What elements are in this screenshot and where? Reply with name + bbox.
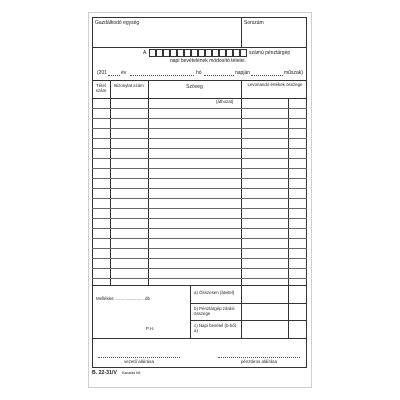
row-line-15 [92, 248, 307, 249]
date-month-field[interactable] [130, 75, 194, 76]
date-shift-field[interactable] [251, 75, 283, 76]
title-suffix: számú pénztárgép [249, 50, 291, 56]
digit-box-9[interactable] [205, 49, 212, 57]
digit-box-11[interactable] [219, 49, 226, 57]
form-maker: Kanalas Kft. [122, 371, 142, 375]
digit-box-4[interactable] [170, 49, 177, 57]
digit-box-8[interactable] [198, 49, 205, 57]
cashier-signature-label: pénztáros aláírása [240, 359, 278, 364]
date-year-label: év [121, 70, 127, 76]
summary-total-label: a) Összesen (átvitel) [194, 290, 235, 295]
column-divider-2 [148, 80, 149, 285]
digit-box-2[interactable] [156, 49, 163, 57]
header-bottom-line [92, 47, 307, 48]
row-line-18 [92, 278, 307, 279]
row-line-8 [92, 178, 307, 179]
summary-daily-income-label: c) Napi bevétel (b-ből a) [194, 323, 236, 333]
date-month-label: hó [196, 70, 202, 76]
stamp-label: P.H. [146, 326, 154, 331]
digit-box-13[interactable] [233, 49, 240, 57]
table-top-line [92, 80, 307, 81]
digit-box-7[interactable] [191, 49, 198, 57]
summary-line-1 [190, 303, 307, 304]
form-code: B. 22-31/V [92, 370, 117, 376]
serial-label: Sorszám [244, 20, 264, 26]
date-year-prefix: (201 [97, 70, 108, 76]
row-line-17 [92, 268, 307, 269]
row-line-11 [92, 208, 307, 209]
column-header-deductible: Levonandó értékek összege [247, 82, 303, 87]
row-line-7 [92, 168, 307, 169]
cashier-signature-line[interactable] [218, 357, 300, 358]
row-line-12 [92, 218, 307, 219]
column-divider-1 [110, 80, 111, 285]
carryover-label: (áthozat) [216, 99, 234, 104]
row-line-13 [92, 228, 307, 229]
unit-label: Gazdálkodó egység [95, 20, 140, 26]
attachment-label: Melléklet: ........................db [96, 296, 150, 301]
date-shift-label: műszak) [284, 70, 303, 76]
row-line-5 [92, 148, 307, 149]
manager-signature-line[interactable] [98, 357, 180, 358]
digit-box-6[interactable] [184, 49, 191, 57]
row-line-16 [92, 258, 307, 259]
column-header-text: Szöveg [186, 84, 203, 90]
digit-box-1[interactable] [149, 49, 156, 57]
digit-box-5[interactable] [177, 49, 184, 57]
digit-box-3[interactable] [163, 49, 170, 57]
title-prefix: A [143, 50, 147, 56]
row-line-10 [92, 198, 307, 199]
summary-left-divider [190, 285, 191, 338]
table-body-bottom-line [92, 285, 307, 286]
row-line-4 [92, 138, 307, 139]
date-year-field[interactable] [108, 75, 120, 76]
summary-line-2 [190, 320, 307, 321]
date-day-field[interactable] [204, 75, 234, 76]
row-line-1 [92, 108, 307, 109]
title-line2: napi bevételének módosító tételei. [170, 58, 246, 64]
table-header-bottom-line [92, 98, 307, 99]
summary-register-total-label: b) Pénztárgép zárási összege [194, 306, 235, 316]
row-line-3 [92, 128, 307, 129]
digit-box-10[interactable] [212, 49, 219, 57]
summary-bottom-line [92, 338, 307, 339]
row-line-6 [92, 158, 307, 159]
row-line-9 [92, 188, 307, 189]
header-divider [241, 17, 242, 47]
digit-box-14[interactable] [240, 49, 247, 57]
column-header-item-no: Tétel szám [95, 83, 107, 93]
date-day-label: napján [235, 70, 251, 76]
row-line-2 [92, 118, 307, 119]
manager-signature-label: vezető aláírása [124, 359, 154, 364]
column-header-voucher-no: Bizonylat szám [114, 83, 144, 88]
row-line-14 [92, 238, 307, 239]
digit-box-12[interactable] [226, 49, 233, 57]
